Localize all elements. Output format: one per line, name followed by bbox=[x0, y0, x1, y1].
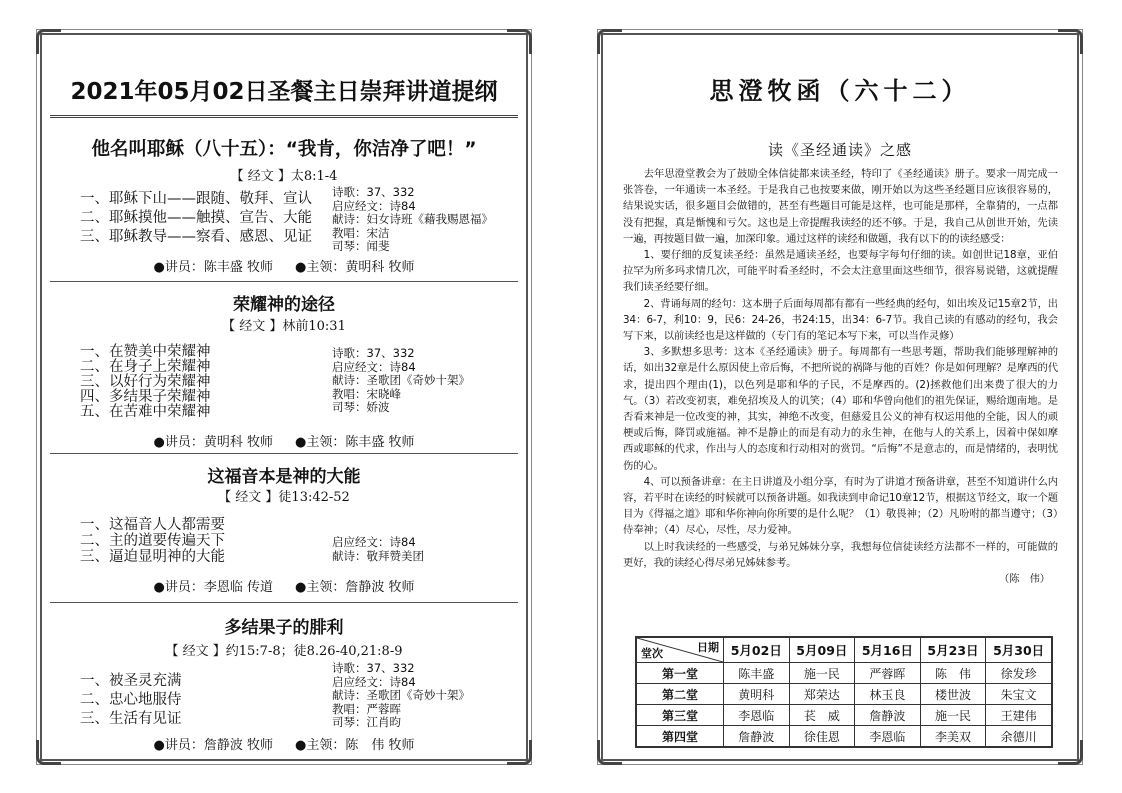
preacher-cell: 李美双 bbox=[920, 726, 986, 748]
article-paragraph: 1、要仔细的反复读圣经：虽然是通读圣经，也要每字每句仔细的读。如创世记18章，亚伯拉罕为所多玛求情几次，可能平时看圣经时，不会太注意里面这些细节，很容易说错，这就提醒我们读圣经要仔细。 bbox=[623, 249, 1058, 294]
pastor-letter-panel bbox=[601, 33, 1079, 761]
speaker-credit: ●讲员：詹静波 牧师 ●主领：陈 伟 牧师 bbox=[153, 738, 415, 753]
sermon-point: 三、耶稣教导——察看、感恩、见证 bbox=[80, 229, 312, 245]
date-header: 5月23日 bbox=[920, 637, 986, 663]
date-header: 5月09日 bbox=[789, 637, 855, 663]
preacher-cell: 郑荣达 bbox=[789, 684, 855, 705]
table-row bbox=[636, 726, 1052, 748]
article-paragraph: 以上时我读经的一些感受，与弟兄姊妹分享，我想每位信徒读经方法都不一样的，可能做的更好，我的读经心得尽弟兄姊妹参考。 bbox=[623, 540, 1058, 569]
speaker-credit: ●讲员：陈丰盛 牧师 ●主领：黄明科 牧师 bbox=[153, 260, 415, 275]
sermon-point: 一、耶稣下山——跟随、敬拜、宣认 bbox=[80, 191, 312, 207]
column-title: 思澄牧函（六十二） bbox=[709, 76, 971, 105]
service-label: 第一堂 bbox=[636, 663, 724, 684]
sermon-title: 这福音本是神的大能 bbox=[207, 467, 361, 487]
preacher-cell: 施一民 bbox=[920, 705, 986, 726]
preacher-cell: 李恩临 bbox=[855, 726, 921, 748]
preacher-cell: 詹静波 bbox=[855, 705, 921, 726]
sermon-outline-panel bbox=[40, 33, 528, 761]
sermon-point: 二、在身子上荣耀神 bbox=[80, 359, 211, 375]
preacher-cell: 陈 伟 bbox=[920, 663, 986, 684]
sermon-title: 多结果子的腓利 bbox=[224, 618, 344, 638]
sermon-title: 他名叫耶稣（八十五）：“我肯，你洁净了吧！” bbox=[91, 139, 477, 160]
preacher-cell: 严蓉晖 bbox=[855, 663, 921, 684]
preacher-cell: 陈丰盛 bbox=[724, 663, 790, 684]
date-header: 5月02日 bbox=[724, 637, 790, 663]
preacher-cell: 苌 威 bbox=[789, 705, 855, 726]
speaker-credit: ●讲员：黄明科 牧师 ●主领：陈丰盛 牧师 bbox=[153, 435, 415, 450]
service-roles: 启应经文：诗84 献诗：敬拜赞美团 bbox=[332, 535, 424, 563]
divider bbox=[50, 115, 518, 118]
scripture-reference: 【 经文 】约15:7-8；徒8.26-40,21:8-9 bbox=[165, 644, 403, 659]
table-corner-cell: 日期 堂次 bbox=[636, 637, 724, 663]
preacher-cell: 朱宝文 bbox=[986, 684, 1052, 705]
preacher-cell: 李恩临 bbox=[724, 705, 790, 726]
sermon-point: 一、被圣灵充满 bbox=[80, 673, 182, 689]
sermon-point: 二、主的道要传遍天下 bbox=[80, 533, 225, 549]
preacher-cell: 詹静波 bbox=[724, 726, 790, 748]
article-paragraph: 4、可以预备讲章：在主日讲道及小组分享，有时为了讲道才预备讲章，甚至不知道讲什么内容，若平时在读经的时候就可以预备讲题。如我读到申命记10章12节，根据这节经文，取一个题目为《得福之道》耶和华你神向你所要的是什么呢？（1）敬畏神；（2）凡吩咐的都当遵守；（3）侍奉神；（4）尽心，尽性，尽力爱神。 bbox=[623, 475, 1058, 537]
table-row bbox=[636, 663, 1052, 684]
service-roles: 诗歌：37、332 启应经文：诗84 献诗：妇女诗班《藉我赐恩福》 教唱：宋洁 司琴：闻斐 bbox=[332, 185, 493, 253]
preacher-cell: 徐发珍 bbox=[986, 663, 1052, 684]
service-label: 第四堂 bbox=[636, 726, 724, 748]
sermon-point: 三、以好行为荣耀神 bbox=[80, 374, 211, 390]
service-roles: 诗歌：37、332 启应经文：诗84 献诗：圣歌团《奇妙十架》 教唱：宋晓峰 司琴：娇波 bbox=[332, 346, 470, 414]
sermon-point: 五、在苦难中荣耀神 bbox=[80, 404, 211, 420]
article-body bbox=[623, 166, 1058, 587]
scripture-reference: 【 经文 】林前10:31 bbox=[222, 319, 346, 334]
scripture-reference: 【 经文 】太8:1-4 bbox=[230, 169, 338, 184]
service-label: 第二堂 bbox=[636, 684, 724, 705]
article-paragraph: 3、多默想多思考：这本《圣经通读》册子。每周都有一些思考题，帮助我们能够理解神的话，如出32章是什么原因使上帝后悔，不把所说的祸降与他的百姓？你是如何理解？是摩西的代求，提出四个理由(1)，以色列是耶和华的子民，不是摩西的。(2)拯救他们出来费了很大的力气。（3）若改变初衷，难免招埃及人的讥笑；（4）耶和华曾向他们的祖先保证，赐给迦南地。是否看来神是一位改变的神，其实，神绝不改变，但慈爱且公义的神有权运用他的全能，因人的顽梗或后悔，降罚或施福。神不是静止的而是有动力的永生神，在他与人的关系上，因着中保如摩西或耶稣的代求，作出与人的态度和行动相对的赏罚。“后悔”不是意志的，而是情绪的，表明忧伤的心。 bbox=[623, 346, 1058, 472]
sermon-point: 三、生活有见证 bbox=[80, 711, 182, 727]
preacher-cell: 林玉良 bbox=[855, 684, 921, 705]
preaching-schedule-table bbox=[635, 636, 1053, 748]
article-subtitle: 读《圣经通读》之感 bbox=[767, 141, 912, 159]
article-author: （陈 伟） bbox=[999, 573, 1050, 586]
article-paragraph: 去年思澄堂教会为了鼓励全体信徒都来读圣经，特印了《圣经通读》册子。要求一周完成一张答卷，一年通读一本圣经。于是我自己也按要来做，刚开始以为这些圣经题目应该很容易的，结果说实话，很多题目会做错的，甚至有些题目可能是这样，也可能是那样，全靠猜的，一点都没有把握，真是惭愧和亏欠。这也是上帝提醒我读经的还不够。于是，我自己从创世开始，先读一遍，再按题目做一遍，加深印象。通过这样的读经和做题，我有以下的的读经感受： bbox=[623, 168, 1058, 245]
divider bbox=[50, 602, 518, 603]
page-title: 2021年05月02日圣餐主日崇拜讲道提纲 bbox=[70, 79, 498, 105]
speaker-credit: ●讲员：李恩临 传道 ●主领：詹静波 牧师 bbox=[153, 580, 415, 595]
sermon-title: 荣耀神的途径 bbox=[233, 295, 335, 315]
service-label: 第三堂 bbox=[636, 705, 724, 726]
preacher-cell: 徐佳恩 bbox=[789, 726, 855, 748]
article-paragraph: 2、背诵每周的经句：这本册子后面每周都有都有一些经典的经句，如出埃及记15章2节，出34：6-7，利10：9，民6：24-26，书24:15，出34：6-7节。我自己读的有感动的经句，我会写下来，以前读经也是这样做的（专门有的笔记本写下来，可以当作灵修） bbox=[623, 297, 1058, 343]
sermon-point: 一、这福音人人都需要 bbox=[80, 517, 225, 533]
preacher-cell: 黄明科 bbox=[724, 684, 790, 705]
sermon-point: 四、多结果子荣耀神 bbox=[80, 389, 211, 405]
preacher-cell: 余德川 bbox=[986, 726, 1052, 748]
table-row bbox=[636, 705, 1052, 726]
sermon-point: 二、忠心地服侍 bbox=[80, 692, 182, 708]
date-header: 5月16日 bbox=[855, 637, 921, 663]
table-row bbox=[636, 684, 1052, 705]
preacher-cell: 楼世波 bbox=[920, 684, 986, 705]
sermon-point: 一、在赞美中荣耀神 bbox=[80, 344, 211, 360]
sermon-point: 三、逼迫显明神的大能 bbox=[80, 549, 225, 565]
divider bbox=[50, 453, 518, 454]
preacher-cell: 施一民 bbox=[789, 663, 855, 684]
preacher-cell: 王建伟 bbox=[986, 705, 1052, 726]
scripture-reference: 【 经文 】徒13:42-52 bbox=[218, 490, 350, 505]
service-roles: 诗歌：37、332 启应经文：诗84 献诗：圣歌团《奇妙十架》 教唱：严蓉晖 司琴：江肖昀 bbox=[332, 661, 470, 729]
divider bbox=[50, 281, 518, 282]
table-header-row bbox=[636, 637, 1052, 663]
date-header: 5月30日 bbox=[986, 637, 1052, 663]
sermon-point: 二、耶稣摸他——触摸、宣告、大能 bbox=[80, 210, 312, 226]
